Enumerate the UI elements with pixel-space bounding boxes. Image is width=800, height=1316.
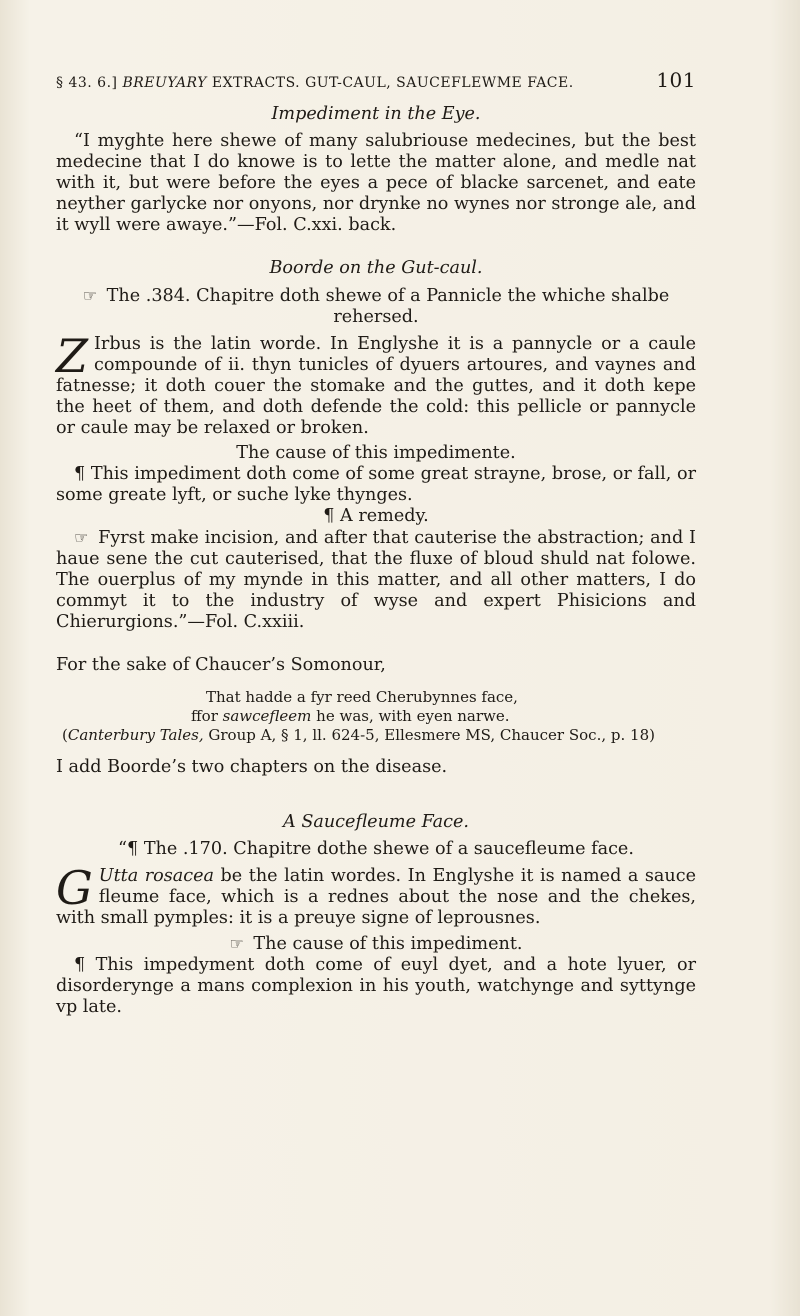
page-number: 101 [656, 68, 696, 92]
cause-heading-2-text: The cause of this impediment. [253, 934, 523, 954]
chapter-text: The .384. Chapitre doth shewe of a Pannicle the whiche shalbe rehersed. [106, 286, 670, 327]
section-heading-eye: Impediment in the Eye. [271, 104, 481, 124]
cause-paragraph-2: ¶ This impedyment doth come of euyl dyet, and a hote lyuer, or disorderynge a mans complexion in his youth, watchynge and syttynge vp late. [56, 955, 696, 1017]
gutta-paragraph [56, 861, 697, 929]
drop-cap: G [56, 861, 93, 915]
gutta-text: be the latin wordes. In Englyshe it is named a sauce fleume face, which is a rednes about the nose and the chekes, with small pymples: it is a preuye signe of leprousnes. [56, 866, 697, 928]
zirbus-paragraph [56, 329, 696, 439]
drop-cap: Z [56, 329, 88, 383]
section-heading-gut-caul: Boorde on the Gut-caul. [269, 258, 483, 278]
chapter-heading-170: “¶ The .170. Chapitre dothe shewe of a saucefleume face. [118, 839, 634, 859]
remedy-heading: ¶ A remedy. [323, 506, 429, 526]
pointing-hand-icon: ☞ [229, 934, 244, 953]
verse-rest: he was, with eyen narwe. [316, 707, 510, 725]
chaucer-intro: For the sake of Chaucer’s Somonour, [56, 655, 386, 675]
citation-rest: Group A, § 1, ll. 624-5, Ellesmere MS, Chaucer Soc., p. 18) [208, 726, 655, 744]
running-head [56, 70, 696, 94]
pointing-hand-icon: ☞ [74, 528, 89, 547]
verse-line-1: That hadde a fyr reed Cherubynnes face, [206, 688, 518, 706]
cause-heading: The cause of this impedimente. [236, 443, 516, 463]
section-ref: § 43. 6.] [56, 75, 118, 91]
cause-heading-2 [56, 933, 696, 955]
chapter-heading-384 [56, 285, 696, 328]
verse-ffor: ffor [191, 707, 218, 725]
remedy-text: Fyrst make incision, and after that cauterise the abstraction; and I haue sene the cut cauterised, that the fluxe of bloud shuld nat folowe. The ouerplus of my mynde in this matter, and all other matters, I do commyt it to the industry of wyse and expert Phisicions and Chierurgions.”—Fol. C.xxiii. [56, 528, 696, 632]
citation-title: Canterbury Tales, [67, 726, 204, 744]
verse-line-2 [191, 707, 696, 726]
section-heading-saucefleume: A Saucefleume Face. [283, 812, 469, 832]
chaucer-outro: I add Boorde’s two chapters on the disease. [56, 757, 448, 777]
pointing-hand-icon: ☞ [82, 286, 98, 305]
gutta-latin: Utta rosacea [98, 866, 215, 886]
running-title-italic: BREUYARY [122, 75, 207, 91]
eye-paragraph: “I myghte here shewe of many salubriouse medecines, but the best medecine that I do knowe is to lette the matter alone, and medle nat with it, but were before the eyes a pece of blacke sarcenet, and eate neyther garlycke nor onyons, nor drynke no wynes nor stronge ale, and it wyll were awaye.”—Fol. C.xxi. back. [56, 131, 696, 235]
running-head-left [56, 73, 574, 94]
citation: (Canterbury Tales, Group A, § 1, ll. 624-5, Ellesmere MS, Chaucer Soc., p. 18) [62, 726, 655, 744]
page-content [56, 70, 696, 1018]
verse-sawcefleem: sawcefleem [222, 707, 312, 725]
running-title: EXTRACTS. GUT-CAUL, SAUCEFLEWME FACE. [211, 75, 574, 91]
cause-paragraph: ¶ This impediment doth come of some great strayne, brose, or fall, or some greate lyft, or suche lyke thynges. [56, 464, 696, 505]
zirbus-text: Irbus is the latin worde. In Englyshe it is a pannycle or a caule compounde of ii. thyn tunicles of dyuers artoures, and vaynes and fatnesse; it doth couer the stomake and the guttes, and it doth kepe the heet of them, and doth defende the cold: this pellicle or pannycle or caule may be relaxed or broken. [56, 334, 696, 438]
remedy-paragraph [56, 527, 696, 633]
